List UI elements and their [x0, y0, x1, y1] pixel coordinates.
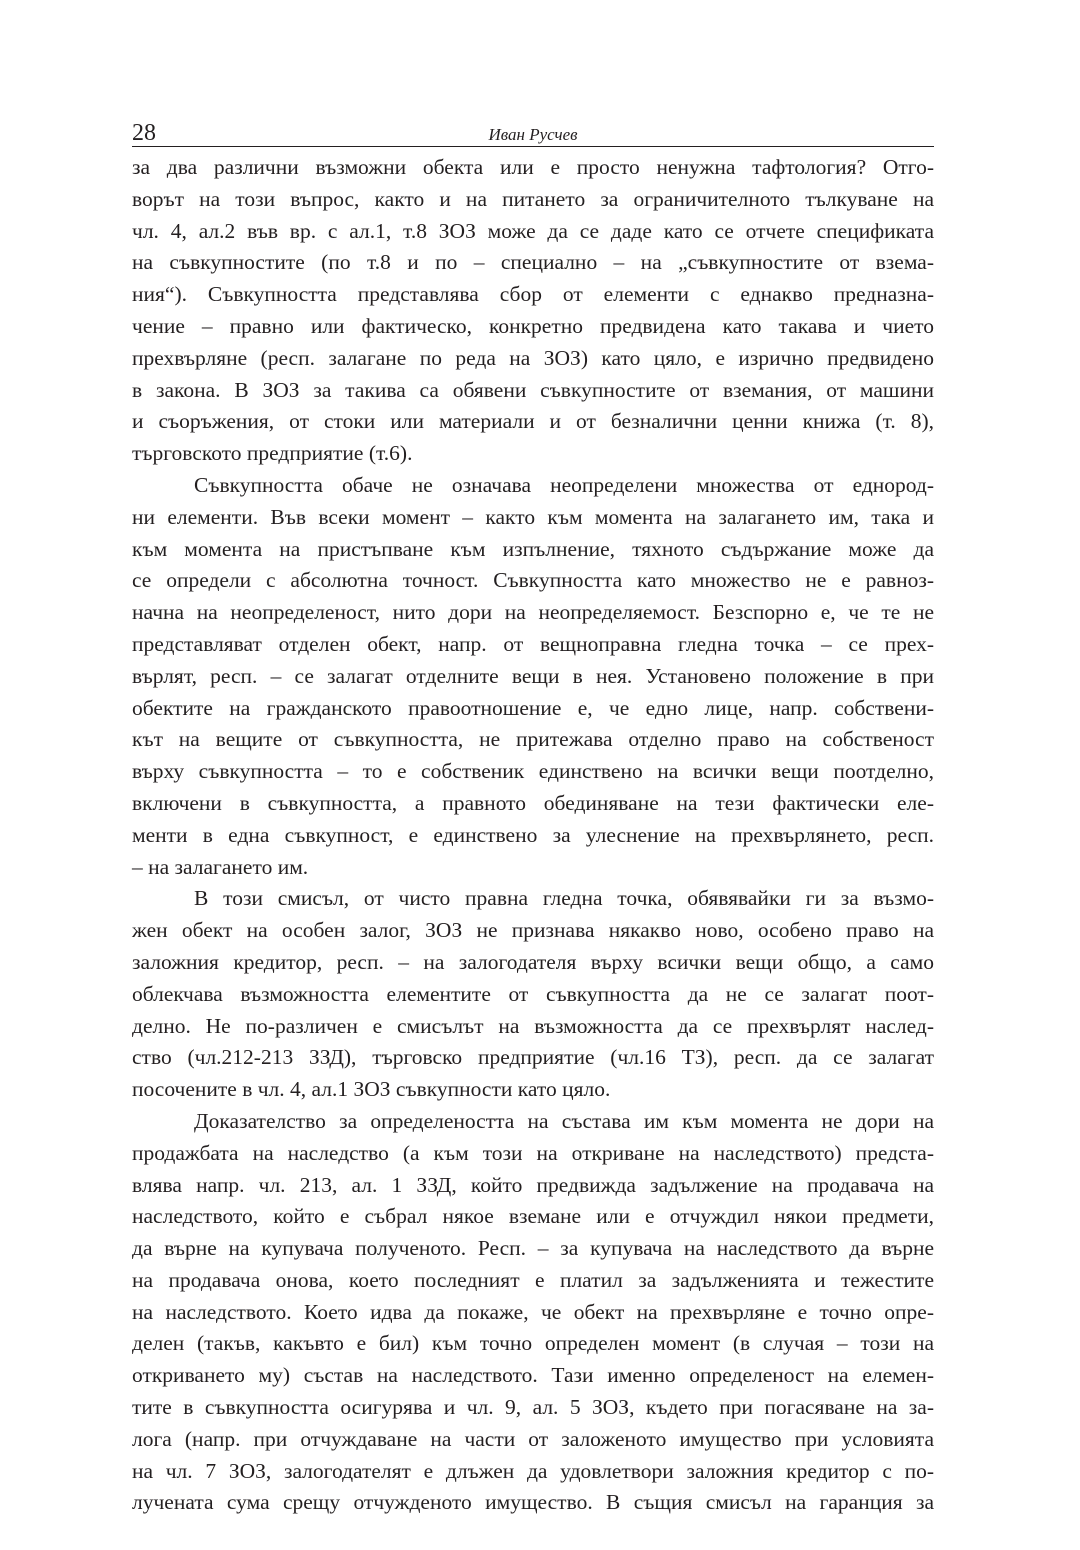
text-line: се определи с абсолютна точност. Съвкупността като множество не е равноз- [132, 568, 934, 593]
text-line: да върне на купувача полученото. Респ. – за купувача на наследството да върне [132, 1236, 934, 1261]
text-line: за два различни възможни обекта или е просто ненужна тафтология? Отго- [132, 155, 934, 179]
text-line: Доказателство за определеността на състава им към момента не дори на [194, 1108, 934, 1133]
body-text [132, 152, 934, 1519]
text-line: ния“). Съвкупността представлява сбор от елементи с еднакво предназна- [132, 282, 934, 307]
text-line: делен (такъв, какъвто е бил) към точно определен момент (в случая – този на [132, 1331, 934, 1356]
text-line: менти в една съвкупност, е единствено за улеснение на прехвърлянето, респ. [132, 822, 934, 847]
text-line: начна на неопределеност, нито дори на неопределяемост. Безспорно е, че те не [132, 600, 934, 625]
running-header [132, 112, 934, 147]
text-line: – на залагането им. [132, 854, 309, 879]
text-line: наследството, който е събрал някое вземане или е отчуждил някои предмети, [132, 1204, 934, 1229]
text-line: делно. Не по-различен е смисълът на възможността да се прехвърлят наслед- [132, 1013, 934, 1038]
text-line: облекчава възможността елементите от съвкупността да не се залагат поот- [132, 981, 934, 1006]
text-line: В този смисъл, от чисто правна гледна точка, обявявайки ги за възмо- [194, 886, 934, 911]
text-line: върху съвкупността – то е собственик единствено на всички вещи поотделно, [132, 759, 934, 784]
text-line: прехвърляне (респ. залагане по реда на ЗОЗ) като цяло, е изрично предвидено [132, 345, 934, 370]
text-line: жен обект на особен залог, ЗОЗ не признава някакво ново, особено право на [132, 918, 934, 943]
text-line: откриването му) състав на наследството. Тази именно определеност на елемен- [132, 1363, 934, 1388]
text-line: обектите на гражданското правоотношение е, че едно лице, напр. собствени- [132, 695, 934, 720]
paragraph [132, 470, 934, 883]
text-line: влява напр. чл. 213, ал. 1 ЗЗД, който предвижда задължение на продавача на [132, 1172, 934, 1197]
text-line: ни елементи. Във всеки момент – както към момента на залагането им, така и [132, 504, 934, 529]
text-line: и съоръжения, от стоки или материали и от безналични ценни книжа (т. 8), [132, 409, 934, 434]
text-line: търговското предприятие (т.6). [132, 441, 413, 466]
text-line: чение – правно или фактическо, конкретно предвидена като такава и чието [132, 313, 934, 338]
text-line: на наследството. Което идва да покаже, че обект на прехвърляне е точно опре- [132, 1299, 934, 1324]
text-line: Съвкупността обаче не означава неопределени множества от еднород- [194, 472, 934, 497]
text-line: включени в съвкупността, а правното обединяване на тези фактически еле- [132, 790, 934, 815]
paragraph [132, 1106, 934, 1519]
page-number: 28 [132, 120, 156, 146]
text-line: към момента на пристъпване към изпълнение, тяхното съдържание може да [132, 536, 934, 561]
text-line: лучената сума срещу отчужденото имущество. В същия смисъл на гаранция за [132, 1490, 934, 1515]
text-line: лога (напр. при отчуждаване на части от заложеното имущество при условията [132, 1426, 934, 1451]
text-line: кът на вещите от съвкупността, не притежава отделно право на собственост [132, 727, 934, 752]
text-line: заложния кредитор, респ. – на залогодателя върху всички вещи общо, а само [132, 949, 934, 974]
paragraph [132, 883, 934, 1106]
text-line: чл. 4, ал.2 във вр. с ал.1, т.8 ЗОЗ може да се даде като се отчете спецификата [132, 218, 934, 243]
text-line: на продавача онова, което последният е платил за задълженията и тежестите [132, 1267, 934, 1292]
text-line: представляват отделен обект, напр. от вещноправна гледна точка – се прех- [132, 631, 934, 656]
text-line: в закона. В ЗОЗ за такива са обявени съвкупностите от вземания, от машини [132, 377, 934, 402]
text-line: посочените в чл. 4, ал.1 ЗОЗ съвкупности като цяло. [132, 1077, 611, 1102]
book-page [132, 112, 934, 1519]
text-line: ство (чл.212-213 ЗЗД), търговско предприятие (чл.16 ТЗ), респ. да се залагат [132, 1045, 934, 1070]
text-line: продажбата на наследство (а към този на откриване на наследството) предста- [132, 1140, 934, 1165]
text-line: тите в съвкупността осигурява и чл. 9, ал. 5 ЗОЗ, където при погасяване на за- [132, 1395, 934, 1420]
text-line: ворът на този въпрос, както и на питането за ограничителното тълкуване на [132, 186, 934, 211]
text-line: върлят, респ. – се залагат отделните вещи в нея. Установено положение в при [132, 663, 934, 688]
text-line: на чл. 7 ЗОЗ, залогодателят е длъжен да удовлетвори заложния кредитор с по- [132, 1458, 934, 1483]
text-line: на съвкупностите (по т.8 и по – специално – на „съвкупностите от взема- [132, 250, 934, 275]
paragraph [132, 152, 934, 470]
author-running-title: Иван Русчев [488, 125, 578, 144]
